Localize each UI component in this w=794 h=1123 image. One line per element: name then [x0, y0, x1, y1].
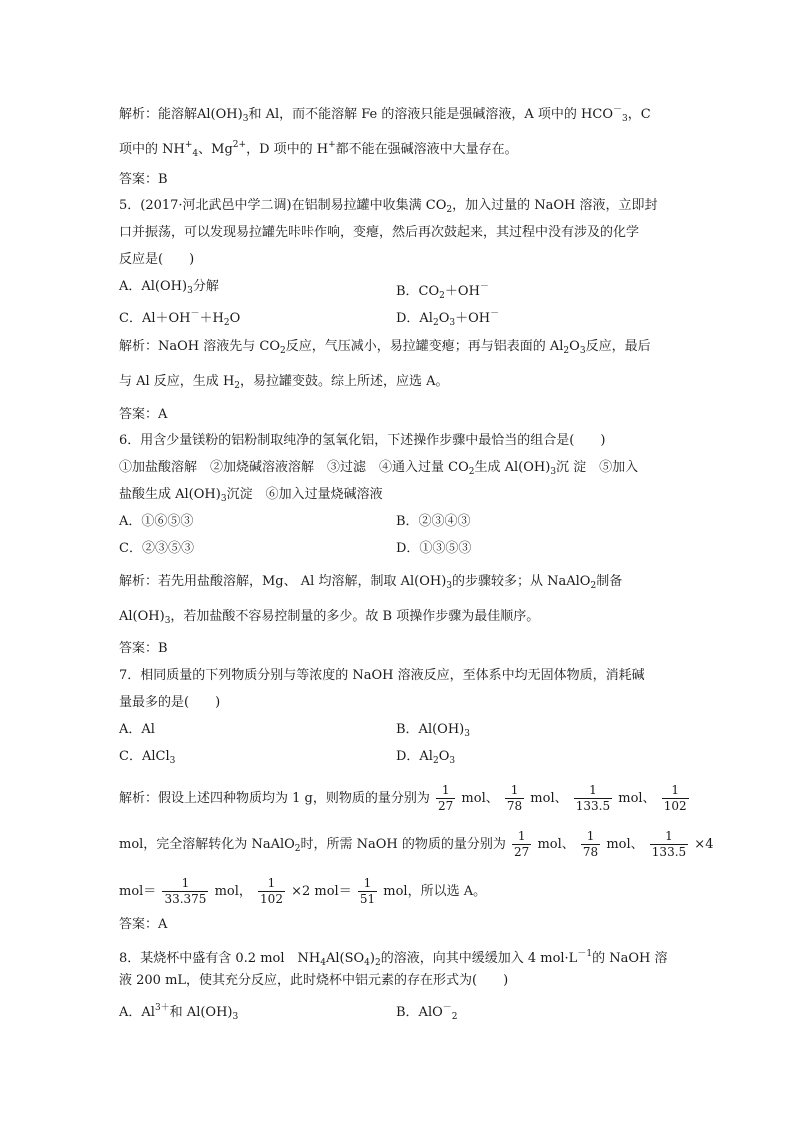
q7-explanation-line-2: [119, 829, 713, 860]
subscript: 3: [464, 729, 470, 739]
q6-answer: 答案：B: [119, 641, 168, 656]
superscript: －: [612, 105, 622, 115]
q6-explanation-line-1: [119, 572, 622, 596]
text: 沉 淀 ⑤加入: [556, 460, 639, 475]
text: mol＝: [119, 884, 157, 899]
fraction: [162, 876, 208, 907]
q7-stem-line-2: 量最多的是( ): [119, 695, 221, 710]
text: O: [438, 749, 450, 764]
q4-answer: 答案：B: [119, 172, 168, 187]
numerator: 1: [574, 783, 612, 799]
numerator: 1: [650, 829, 688, 845]
subscript: 2: [432, 318, 439, 328]
fraction: [505, 783, 524, 814]
numerator: 1: [662, 783, 689, 799]
subscript: 2: [590, 581, 597, 591]
q8-option-b: [396, 998, 458, 1027]
fraction: [512, 829, 531, 860]
text: ，若加盐酸不容易控制量的多少。故 B 项操作步骤为最佳顺序。: [170, 609, 540, 624]
denominator: 133.5: [651, 845, 687, 859]
subscript: 2: [563, 346, 570, 356]
subscript: 2: [280, 346, 286, 356]
q6-option-b: B．②③④③: [396, 514, 471, 529]
text: 的 NaOH 溶: [592, 951, 668, 966]
text: ，C: [627, 107, 651, 122]
q6-stem-line-2: [119, 458, 638, 482]
text: 解析：能溶解: [119, 107, 198, 122]
text: Al(OH): [119, 609, 165, 624]
subscript: 2: [439, 291, 445, 301]
text: O: [438, 311, 450, 326]
q6-stem-line-3: [119, 485, 383, 509]
text: mol，所以选 A。: [383, 884, 487, 899]
superscript: 2+: [232, 140, 247, 150]
text: 的溶液，向其中缓缓加入 4 mol·L: [380, 951, 578, 966]
q7-explanation-line-1: [119, 783, 691, 814]
q7-option-d: [396, 747, 455, 771]
q7-answer: 答案：A: [119, 917, 168, 932]
text: O: [229, 311, 241, 326]
superscript: +: [184, 140, 193, 150]
text: 与 Al 反应，生成 H: [119, 374, 235, 389]
text: 盐酸生成 Al(OH): [119, 487, 221, 502]
q5-answer: 答案：A: [119, 407, 168, 422]
q6-option-d: D．①③⑤③: [396, 541, 472, 556]
subscript: 3: [232, 1012, 239, 1022]
text: mol、: [461, 791, 499, 806]
q7-option-a: A．Al: [119, 722, 155, 737]
subscript: 2: [446, 205, 453, 215]
text: ，易拉罐变鼓。综上所述，应选 A。: [240, 374, 449, 389]
q8-option-a: [119, 998, 238, 1027]
subscript: 4: [364, 958, 370, 968]
q7-option-b: [396, 720, 470, 744]
subscript: 3: [446, 581, 452, 591]
text: 5．(2017·河北武邑中学二调)在铝制易拉罐中收集满 CO: [119, 198, 447, 213]
text: mol、: [606, 837, 644, 852]
subscript: 4: [192, 149, 199, 159]
fraction: [358, 876, 377, 907]
text: Al(SO: [325, 951, 365, 966]
text: B．Al(OH): [396, 722, 465, 737]
text: 解析：若先用盐酸溶解，Mg、 Al 均溶解，制取 Al(OH): [119, 574, 447, 589]
subscript: 3: [220, 494, 227, 504]
numerator: 1: [436, 783, 455, 799]
subscript: 2: [451, 1012, 458, 1022]
subscript: 3: [242, 114, 249, 124]
denominator: 133.5: [575, 799, 611, 813]
subscript: 2: [223, 318, 230, 328]
text: 的步骤较多；从 NaAlO: [452, 574, 591, 589]
denominator: 78: [506, 799, 523, 813]
text: ＋OH: [444, 284, 480, 299]
numerator: 1: [512, 829, 531, 845]
q4-explanation-line-2: [119, 135, 518, 164]
text: ×4: [694, 837, 714, 852]
text: 8．某烧杯中盛有含 0.2 mol NH: [119, 951, 321, 966]
text: 时，所需 NaOH 的物质的量分别为: [300, 837, 506, 852]
text: ，D 项中的 H: [246, 142, 329, 157]
text: 分解: [192, 279, 219, 294]
denominator: 33.375: [164, 892, 207, 906]
denominator: 102: [663, 799, 687, 813]
text: 生成 Al(OH): [474, 460, 551, 475]
text: 和 Al(OH): [169, 1005, 233, 1020]
subscript: 3: [187, 286, 193, 296]
q5-stem-line-2: 口并振荡，可以发现易拉罐先咔咔作响，变瘪，然后再次鼓起来，其过程中没有涉及的化学: [119, 225, 640, 240]
text: 制备: [596, 574, 623, 589]
fraction: [436, 783, 455, 814]
superscript: －: [479, 282, 489, 292]
denominator: 78: [582, 845, 599, 859]
q6-explanation-line-2: [119, 607, 539, 631]
superscript: －: [490, 309, 500, 319]
superscript: 3＋: [154, 1003, 170, 1013]
text: 反应，最后: [585, 339, 651, 354]
denominator: 102: [260, 892, 283, 906]
q8-stem-line-2: 液 200 mL，使其充分反应，此时烧杯中铝元素的存在形式为( ): [119, 973, 509, 988]
superscript: －: [190, 309, 200, 319]
q6-stem-line-1: 6．用含少量镁粉的铝粉制取纯净的氢氧化铝，下述操作步骤中最恰当的组合是( ): [119, 433, 606, 448]
text: D．Al: [396, 749, 433, 764]
superscript: －: [442, 1003, 452, 1013]
text: 解析：NaOH 溶液先与 CO: [119, 339, 280, 354]
text: ×2 mol＝: [291, 884, 352, 899]
text: 项中的 NH: [119, 142, 185, 157]
text: ①加盐酸溶解 ②加烧碱溶液溶解 ③过滤 ④通入过量 CO: [119, 460, 469, 475]
subscript: 3: [164, 616, 171, 626]
superscript: －1: [577, 949, 593, 959]
numerator: 1: [358, 876, 377, 892]
q4-explanation-line-1: [119, 100, 651, 129]
q7-option-c: [119, 747, 175, 771]
subscript: 2: [468, 467, 475, 477]
subscript: 2: [234, 381, 241, 391]
text: ＋H: [199, 311, 224, 326]
text: D．Al: [396, 311, 433, 326]
q5-option-d: [396, 304, 499, 333]
text: ): [369, 951, 375, 966]
text: O: [569, 339, 580, 354]
text: C．Al＋OH: [119, 311, 191, 326]
subscript: 2: [294, 844, 301, 854]
q5-stem-line-1: [119, 196, 658, 220]
denominator: 27: [438, 799, 454, 813]
text: 反应，气压减小，易拉罐变瘪；再与铝表面的 Al: [285, 339, 564, 354]
q5-option-b: [396, 277, 489, 306]
subscript: 3: [449, 756, 456, 766]
numerator: 1: [581, 829, 600, 845]
text: 和 Al，而不能溶解 Fe 的溶液只能是强碱溶液，A 项中的 HCO: [248, 107, 613, 122]
subscript: 3: [622, 114, 628, 124]
numerator: 1: [505, 783, 524, 799]
superscript: +: [328, 140, 336, 150]
text: ，加入过量的 NaOH 溶液，立即封: [452, 198, 658, 213]
subscript: 2: [432, 756, 439, 766]
fraction: [574, 783, 612, 814]
fraction: [258, 876, 285, 907]
subscript: 2: [374, 958, 381, 968]
fraction: [662, 783, 689, 814]
q5-option-c: [119, 304, 240, 333]
text: 沉淀 ⑥加入过量烧碱溶液: [226, 487, 383, 502]
text: C．AlCl: [119, 749, 170, 764]
numerator: 1: [258, 876, 285, 892]
text: mol、: [530, 791, 568, 806]
text: 、Mg: [198, 142, 233, 157]
text: 解析：假设上述四种物质均为 1 g，则物质的量分别为: [119, 791, 430, 806]
text: mol，完全溶解转化为 NaAlO: [119, 837, 295, 852]
text: A．Al(OH): [119, 279, 188, 294]
numerator: 1: [162, 876, 208, 892]
text: 都不能在强碱溶液中大量存在。: [335, 142, 518, 157]
subscript: 3: [550, 467, 557, 477]
text: B．CO: [396, 284, 440, 299]
subscript: 3: [579, 346, 586, 356]
text: B．AlO: [396, 1005, 443, 1020]
denominator: 51: [359, 892, 376, 906]
q8-stem-line-1: [119, 944, 667, 973]
q5-option-a: [119, 277, 219, 301]
denominator: 27: [514, 845, 530, 859]
q7-stem-line-1: 7．相同质量的下列物质分别与等浓度的 NaOH 溶液反应，至体系中均无固体物质，消耗碱: [119, 668, 645, 683]
subscript: 3: [169, 756, 176, 766]
text: ＋OH: [455, 311, 491, 326]
q5-explanation-line-2: [119, 372, 449, 396]
text: mol，: [214, 884, 252, 899]
q7-explanation-line-3: [119, 876, 486, 907]
q5-stem-line-3: 反应是( ): [119, 252, 195, 267]
subscript: 4: [320, 958, 326, 968]
text: mol、: [618, 791, 656, 806]
q6-option-a: A．①⑥⑤③: [119, 514, 194, 529]
fraction: [650, 829, 688, 860]
q5-explanation-line-1: [119, 337, 651, 361]
text: Al(OH): [197, 107, 243, 122]
fraction: [581, 829, 600, 860]
text: A．Al: [119, 1005, 155, 1020]
subscript: 3: [449, 318, 456, 328]
q6-option-c: C．②③⑤③: [119, 541, 194, 556]
text: mol、: [537, 837, 575, 852]
